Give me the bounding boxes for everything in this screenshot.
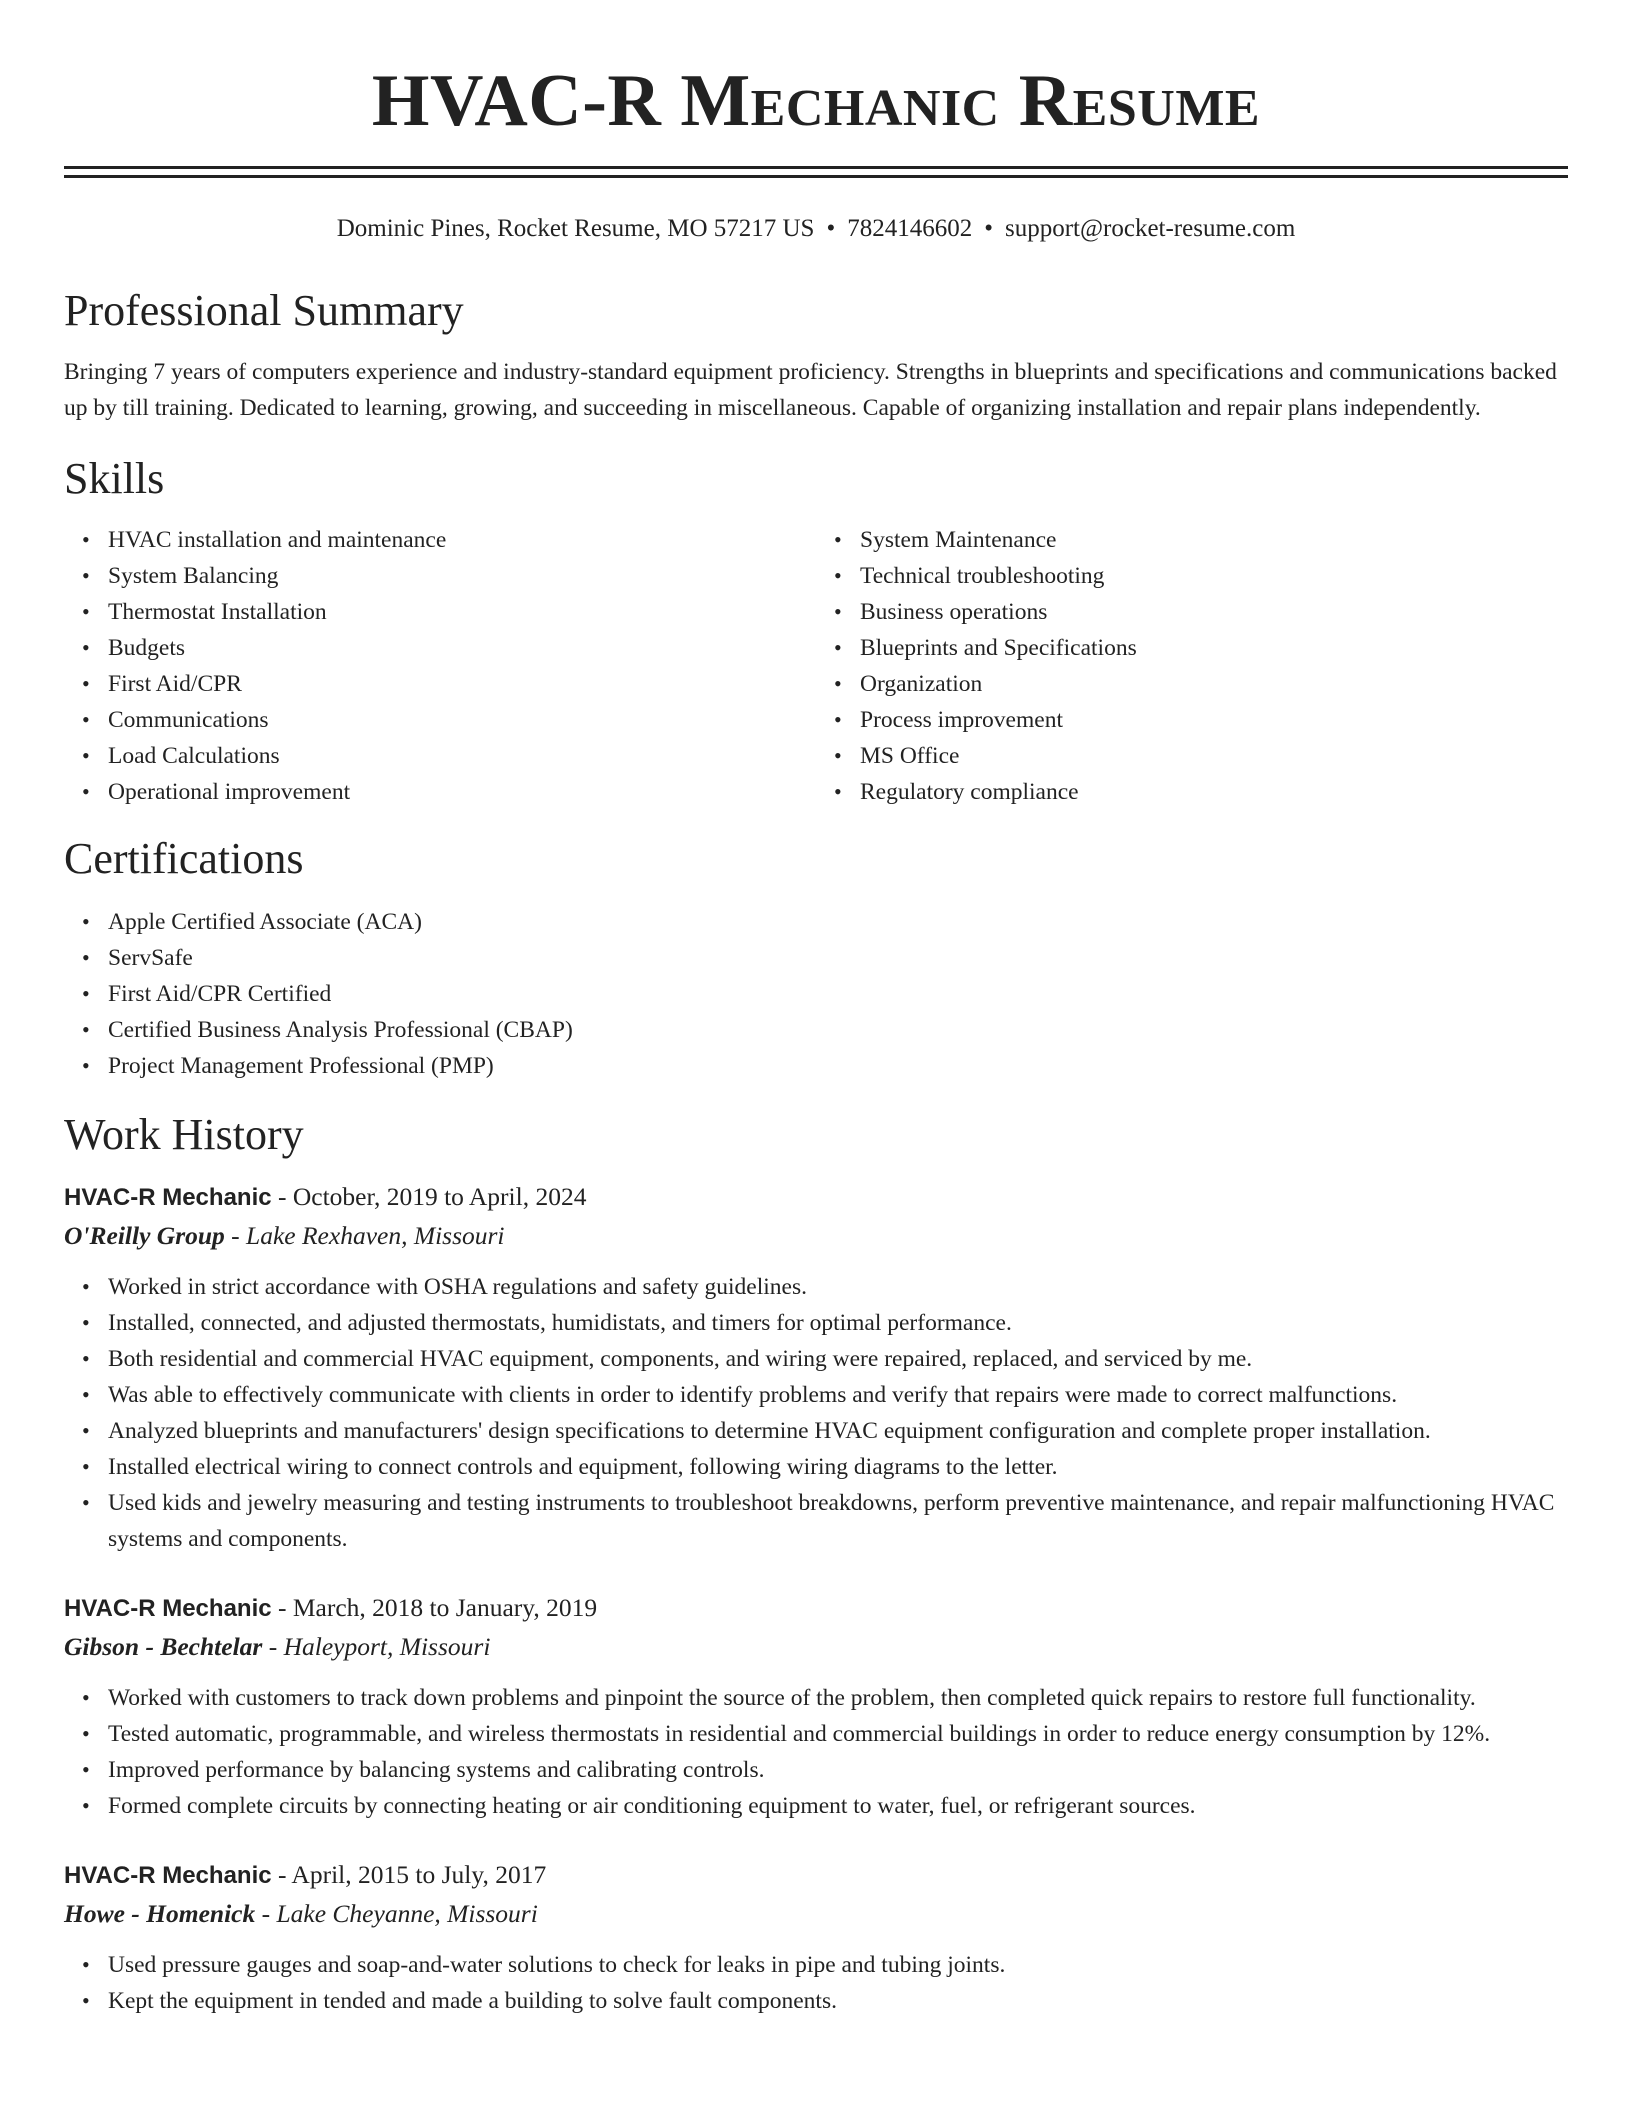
title-divider bbox=[64, 166, 1568, 178]
job-company-line bbox=[64, 1217, 1568, 1255]
work-history-heading: Work History bbox=[64, 1110, 304, 1159]
certifications-heading: Certifications bbox=[64, 834, 304, 883]
list-item: • Communications bbox=[108, 702, 816, 738]
certifications-section bbox=[64, 834, 1568, 1084]
summary-heading: Professional Summary bbox=[64, 286, 464, 335]
list-item: • HVAC installation and maintenance bbox=[108, 522, 816, 558]
job-bullet: • Used pressure gauges and soap-and-water solutions to check for leaks in pipe and tubing joints. bbox=[108, 1947, 1568, 1983]
jobs-container bbox=[64, 1178, 1568, 2019]
job-location: - Haleyport, Missouri bbox=[262, 1632, 491, 1661]
certifications-list bbox=[64, 904, 1568, 1084]
list-item: • System Maintenance bbox=[860, 522, 1568, 558]
job-bullet: • Kept the equipment in tended and made a building to solve fault components. bbox=[108, 1983, 1568, 2019]
job-bullet: • Formed complete circuits by connecting heating or air conditioning equipment to water, fuel, or refrigerant sources. bbox=[108, 1788, 1568, 1824]
job-bullet: • Was able to effectively communicate with clients in order to identify problems and verify that repairs were made to correct malfunctions. bbox=[108, 1377, 1568, 1413]
list-item: • System Balancing bbox=[108, 558, 816, 594]
job-bullets bbox=[64, 1269, 1568, 1557]
job-bullet: • Improved performance by balancing systems and calibrating controls. bbox=[108, 1752, 1568, 1788]
list-item: • Apple Certified Associate (ACA) bbox=[108, 904, 1568, 940]
job-bullet: • Worked in strict accordance with OSHA regulations and safety guidelines. bbox=[108, 1269, 1568, 1305]
job-bullets bbox=[64, 1680, 1568, 1824]
job-entry bbox=[64, 1178, 1568, 1557]
list-item: • Blueprints and Specifications bbox=[860, 630, 1568, 666]
list-item: • Regulatory compliance bbox=[860, 774, 1568, 810]
job-title-line bbox=[64, 1856, 1568, 1895]
list-item: • Certified Business Analysis Professional (CBAP) bbox=[108, 1012, 1568, 1048]
job-bullet: • Analyzed blueprints and manufacturers' design specifications to determine HVAC equipment configuration and complete proper installation. bbox=[108, 1413, 1568, 1449]
contact-address: Dominic Pines, Rocket Resume, MO 57217 US bbox=[336, 215, 815, 242]
job-company: O'Reilly Group bbox=[64, 1221, 225, 1250]
job-title: HVAC-R Mechanic bbox=[64, 1184, 272, 1211]
skills-list-right bbox=[816, 522, 1568, 810]
job-entry bbox=[64, 1856, 1568, 2019]
list-item: • Organization bbox=[860, 666, 1568, 702]
contact-separator: • bbox=[826, 215, 836, 242]
skills-section bbox=[64, 454, 1568, 810]
job-company-line bbox=[64, 1628, 1568, 1666]
job-title-line bbox=[64, 1589, 1568, 1628]
job-entry bbox=[64, 1589, 1568, 1824]
job-bullet: • Installed, connected, and adjusted thermostats, humidistats, and timers for optimal performance. bbox=[108, 1305, 1568, 1341]
list-item: • Operational improvement bbox=[108, 774, 816, 810]
work-history-section bbox=[64, 1110, 1568, 2019]
job-dates: - April, 2015 to July, 2017 bbox=[271, 1860, 547, 1889]
list-item: • Load Calculations bbox=[108, 738, 816, 774]
contact-phone: 7824146602 bbox=[847, 215, 973, 242]
list-item: • First Aid/CPR bbox=[108, 666, 816, 702]
skills-columns bbox=[64, 522, 1568, 810]
job-bullet: • Installed electrical wiring to connect controls and equipment, following wiring diagrams to the letter. bbox=[108, 1449, 1568, 1485]
summary-section bbox=[64, 286, 1568, 426]
summary-text: Bringing 7 years of computers experience and industry-standard equipment proficiency. Strengths in blueprints and specifications and communications backed up by till training. Dedicated to learning, growing, and succeeding in miscellaneous. Capable of organizing installation and repair plans independently. bbox=[64, 359, 1557, 421]
job-bullet: • Worked with customers to track down problems and pinpoint the source of the problem, then completed quick repairs to restore full functionality. bbox=[108, 1680, 1568, 1716]
contact-email: support@rocket-resume.com bbox=[1005, 215, 1296, 242]
list-item: • Thermostat Installation bbox=[108, 594, 816, 630]
contact-line bbox=[64, 214, 1568, 244]
list-item: • MS Office bbox=[860, 738, 1568, 774]
skills-heading: Skills bbox=[64, 454, 165, 503]
job-dates: - October, 2019 to April, 2024 bbox=[271, 1182, 587, 1211]
skills-list-left bbox=[64, 522, 816, 810]
job-company-line bbox=[64, 1895, 1568, 1933]
job-bullet: • Used kids and jewelry measuring and testing instruments to troubleshoot breakdowns, perform preventive maintenance, and repair malfunctioning HVAC systems and components. bbox=[108, 1485, 1568, 1557]
list-item: • Process improvement bbox=[860, 702, 1568, 738]
list-item: • Business operations bbox=[860, 594, 1568, 630]
contact-separator: • bbox=[984, 215, 993, 242]
divider-line-bottom bbox=[64, 175, 1568, 178]
job-company: Howe - Homenick bbox=[64, 1899, 256, 1928]
divider-line-top bbox=[64, 166, 1568, 169]
job-dates: - March, 2018 to January, 2019 bbox=[271, 1593, 598, 1622]
job-bullets bbox=[64, 1947, 1568, 2019]
job-title: HVAC-R Mechanic bbox=[64, 1862, 272, 1889]
list-item: • ServSafe bbox=[108, 940, 1568, 976]
job-location: - Lake Cheyanne, Missouri bbox=[255, 1899, 538, 1928]
list-item: • Technical troubleshooting bbox=[860, 558, 1568, 594]
list-item: • Budgets bbox=[108, 630, 816, 666]
job-bullet: • Both residential and commercial HVAC equipment, components, and wiring were repaired, replaced, and serviced by me. bbox=[108, 1341, 1568, 1377]
page-title: HVAC-R Mechanic Resume bbox=[371, 60, 1261, 142]
list-item: • First Aid/CPR Certified bbox=[108, 976, 1568, 1012]
list-item: • Project Management Professional (PMP) bbox=[108, 1048, 1568, 1084]
job-title: HVAC-R Mechanic bbox=[64, 1595, 272, 1622]
job-company: Gibson - Bechtelar bbox=[64, 1632, 263, 1661]
job-title-line bbox=[64, 1178, 1568, 1217]
job-bullet: • Tested automatic, programmable, and wireless thermostats in residential and commercial buildings in order to reduce energy consumption by 12%. bbox=[108, 1716, 1568, 1752]
job-location: - Lake Rexhaven, Missouri bbox=[224, 1221, 505, 1250]
